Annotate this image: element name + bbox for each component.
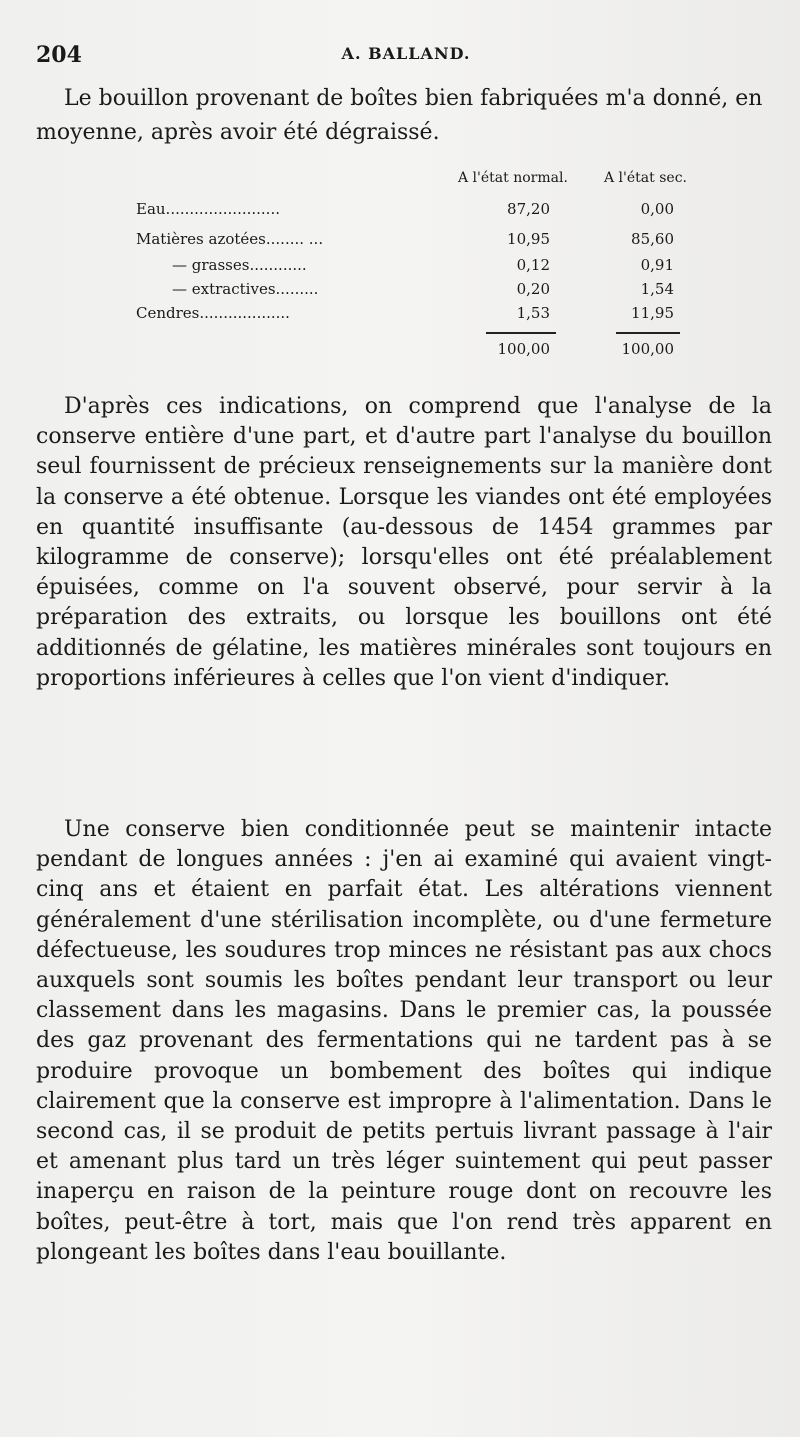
total-normal: 100,00 — [497, 340, 550, 358]
page-number: 204 — [36, 42, 82, 68]
total-rule-normal — [486, 332, 556, 334]
intro-paragraph: Le bouillon provenant de boîtes bien fabriquées m'a donné, en moyenne, après avoir été dégraissé. — [36, 86, 763, 145]
table-row-total — [136, 340, 696, 364]
value-sec: 0,91 — [640, 256, 674, 274]
table-row-extractives — [136, 280, 696, 304]
paragraph-conserve: Une conserve bien conditionnée peut se maintenir intacte pendant de longues années : j'en ai examiné qui avaient vingt-cinq ans et étaient en parfait état. Les altérations viennent généralement d'une stérilisation incomplète, ou d'une fermeture défectueuse, les soudures trop minces ne résistant pas aux chocs auxquels sont soumis les boîtes pendant leur transport ou leur classement dans les magasins. Dans le premier cas, la poussée des gaz provenant des fermentations qui ne tardent pas à se produire provoque un bombement des boîtes qui indique clairement que la conserve est impropre à l'alimentation. Dans le second cas, il se produit de petits pertuis livrant passage à l'air et amenant plus tard un très léger suintement qui peut passer inaperçu en raison de la peinture rouge dont on recouvre les boîtes, peut-être à tort, mais que l'on rend très apparent en plongeant les boîtes dans l'eau bouillante. — [36, 817, 772, 1265]
row-label: Cendres................... — [136, 304, 290, 322]
row-label: — grasses............ — [172, 256, 307, 274]
running-head: A. BALLAND. — [341, 44, 471, 63]
page-header — [36, 42, 776, 76]
value-sec: 1,54 — [640, 280, 674, 298]
value-normal: 10,95 — [507, 230, 550, 248]
table-row-azotees — [136, 230, 696, 254]
total-rule-sec — [616, 332, 680, 334]
paragraph-analyse: D'après ces indications, on comprend que l'analyse de la conserve entière d'une part, et d'autre part l'analyse du bouillon seul fournissent de précieux renseignements sur la manière dont la conserve a été obtenue. Lorsque les viandes ont été employées en quantité insuffisante (au-dessous de 1454 grammes par kilogramme de conserve); lorsqu'elles ont été préalablement épuisées, comme on l'a souvent observé, pour servir à la préparation des extraits, ou lorsque les bouillons ont été additionnés de gélatine, les matières minérales sont toujours en proportions inférieures à celles que l'on vient d'indiquer. — [36, 394, 772, 691]
column-header-sec: A l'état sec. — [604, 170, 687, 186]
value-sec: 11,95 — [631, 304, 674, 322]
column-header-normal: A l'état normal. — [458, 170, 568, 186]
row-label: Eau........................ — [136, 200, 280, 218]
table-row-grasses — [136, 256, 696, 280]
table-row-cendres — [136, 304, 696, 328]
row-label: — extractives......... — [172, 280, 319, 298]
value-normal: 0,20 — [516, 280, 550, 298]
value-sec: 85,60 — [631, 230, 674, 248]
value-normal: 87,20 — [507, 200, 550, 218]
value-sec: 0,00 — [640, 200, 674, 218]
value-normal: 1,53 — [516, 304, 550, 322]
total-sec: 100,00 — [621, 340, 674, 358]
value-normal: 0,12 — [516, 256, 550, 274]
row-label: Matières azotées........ ... — [136, 230, 324, 248]
table-row-eau — [136, 200, 696, 224]
